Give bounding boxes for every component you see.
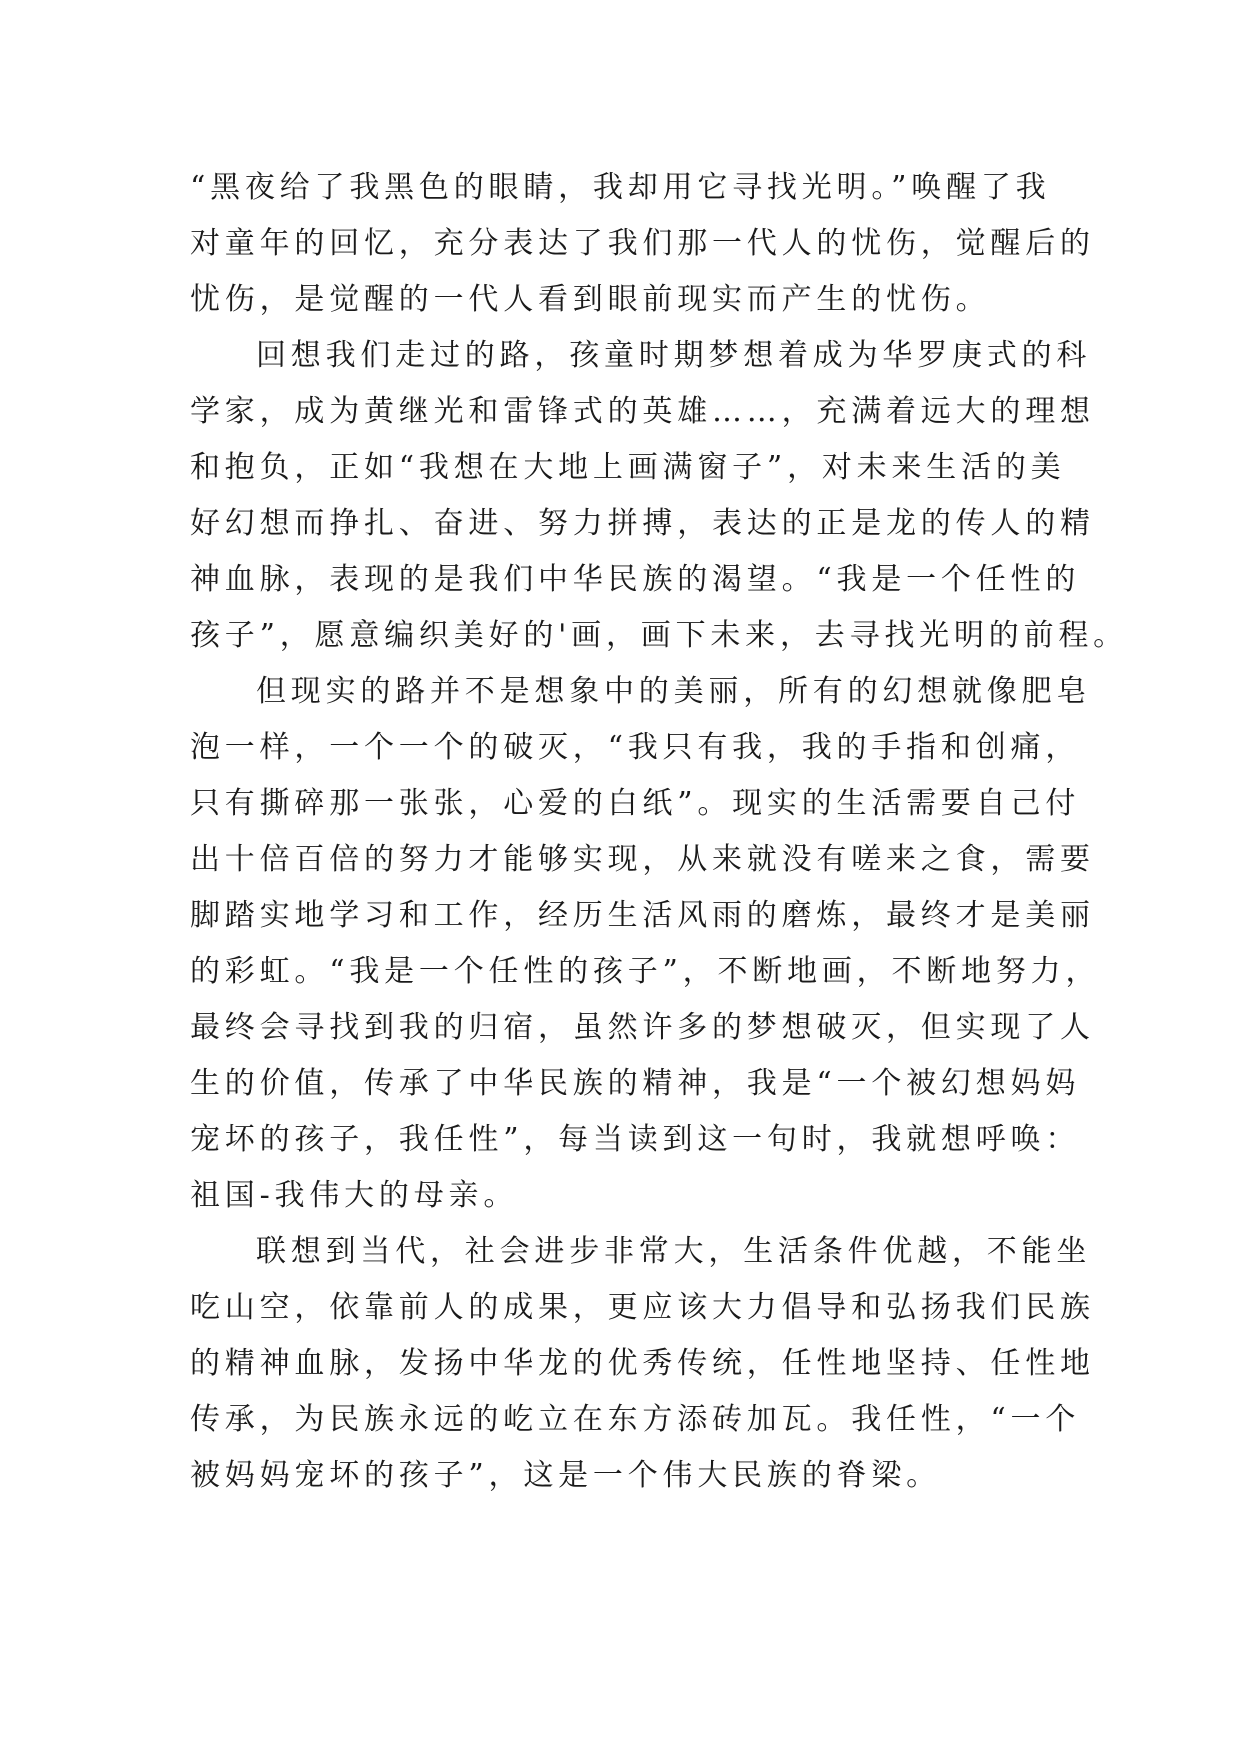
text-line: 联想到当代，社会进步非常大，生活条件优越，不能坐 xyxy=(256,1234,1092,1269)
text-line: 泡一样，一个一个的破灭，“我只有我，我的手指和创痛， xyxy=(190,730,1081,765)
text-line: 出十倍百倍的努力才能够实现，从来就没有嗟来之食，需要 xyxy=(190,842,1095,877)
text-line: 学家，成为黄继光和雷锋式的英雄……，充满着远大的理想 xyxy=(190,394,1095,429)
paragraph-1 xyxy=(190,160,1095,328)
text-line: 孩子”，愿意编织美好的'画，画下未来，去寻找光明的前程。 xyxy=(190,618,1128,653)
text-line: 被妈妈宠坏的孩子”，这是一个伟大民族的脊梁。 xyxy=(190,1458,941,1493)
text-line: 神血脉，表现的是我们中华民族的渴望。“我是一个任性的 xyxy=(190,562,1081,597)
text-line: 对童年的回忆，充分表达了我们那一代人的忧伤，觉醒后的 xyxy=(190,226,1095,261)
text-line: 传承，为民族永远的屹立在东方添砖加瓦。我任性，“一个 xyxy=(190,1402,1081,1437)
text-line: 最终会寻找到我的归宿，虽然许多的梦想破灭，但实现了人 xyxy=(190,1010,1095,1045)
paragraph-3 xyxy=(190,664,1101,1224)
text-line: 祖国-我伟大的母亲。 xyxy=(190,1178,519,1213)
document-body xyxy=(190,160,1128,1504)
paragraph-2 xyxy=(190,328,1128,664)
text-line: 回想我们走过的路，孩童时期梦想着成为华罗庚式的科 xyxy=(256,338,1092,373)
text-line: 生的价值，传承了中华民族的精神，我是“一个被幻想妈妈 xyxy=(190,1066,1081,1101)
text-line: 脚踏实地学习和工作，经历生活风雨的磨炼，最终才是美丽 xyxy=(190,898,1095,933)
text-line: 好幻想而挣扎、奋进、努力拼搏，表达的正是龙的传人的精 xyxy=(190,506,1095,541)
text-line: 和抱负，正如“我想在大地上画满窗子”，对未来生活的美 xyxy=(190,450,1066,485)
text-line: 忧伤，是觉醒的一代人看到眼前现实而产生的忧伤。 xyxy=(190,282,991,317)
text-line: 宠坏的孩子，我任性”，每当读到这一句时，我就想呼唤： xyxy=(190,1122,1081,1157)
text-line: “黑夜给了我黑色的眼睛，我却用它寻找光明。”唤醒了我 xyxy=(190,170,1051,205)
text-line: 但现实的路并不是想象中的美丽，所有的幻想就像肥皂 xyxy=(256,674,1092,709)
text-line: 只有撕碎那一张张，心爱的白纸”。现实的生活需要自己付 xyxy=(190,786,1081,821)
text-line: 的彩虹。“我是一个任性的孩子”，不断地画，不断地努力， xyxy=(190,954,1101,989)
text-line: 的精神血脉，发扬中华龙的优秀传统，任性地坚持、任性地 xyxy=(190,1346,1095,1381)
paragraph-4 xyxy=(190,1224,1095,1504)
text-line: 吃山空，依靠前人的成果，更应该大力倡导和弘扬我们民族 xyxy=(190,1290,1095,1325)
